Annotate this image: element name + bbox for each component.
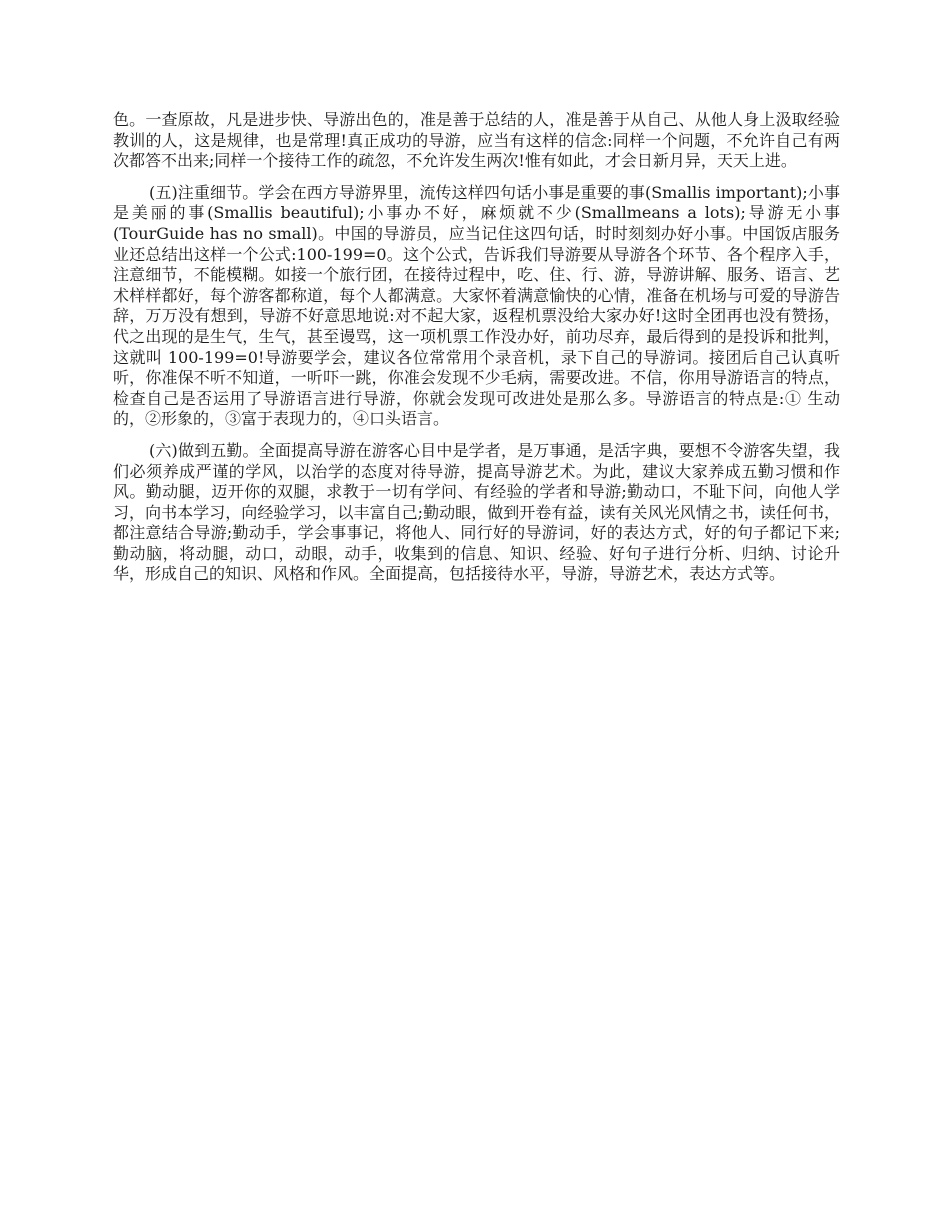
- document-body: [113, 110, 840, 596]
- paragraph-five-diligences: (六)做到五勤。全面提高导游在游客心目中是学者，是万事通，是活字典，要想不令游客失望，我们必须养成严谨的学风，以治学的态度对待导游，提高导游艺术。为此，建议大家养成五勤习惯和作风。勤动腿，迈开你的双腿，求教于一切有学问、有经验的学者和导游;勤动口，不耻下问，向他人学习，向书本学习，向经验学习，以丰富自己;勤动眼，做到开卷有益，读有关风光风情之书，读任何书，都注意结合导游;勤动手，学会事事记，将他人、同行好的导游词，好的表达方式，好的句子都记下来;勤动脑，将动腿，动口，动眼，动手，收集到的信息、知识、经验、好句子进行分析、归纳、讨论升华，形成自己的知识、风格和作风。全面提高，包括接待水平，导游，导游艺术，表达方式等。: [113, 440, 840, 584]
- paragraph-continuation: 色。一查原故，凡是进步快、导游出色的，准是善于总结的人，准是善于从自己、从他人身上汲取经验教训的人，这是规律，也是常理!真正成功的导游，应当有这样的信念:同样一个问题，不允许自己有两次都答不出来;同样一个接待工作的疏忽，不允许发生两次!惟有如此，才会日新月异，天天上进。: [113, 110, 840, 171]
- paragraph-attention-to-detail: (五)注重细节。学会在西方导游界里，流传这样四句话小事是重要的事(Smallis important);小事是美丽的事(Smallis beautiful);小事办不好，麻烦就不少(Smallmeans a lots);导游无小事(TourGuide has no small)。中国的导游员，应当记住这四句话，时时刻刻办好小事。中国饭店服务业还总结出这样一个公式:100-199=0。这个公式，告诉我们导游要从导游各个环节、各个程序入手，注意细节，不能模糊。如接一个旅行团，在接待过程中，吃、住、行、游，导游讲解、服务、语言、艺术样样都好，每个游客都称道，每个人都满意。大家怀着满意愉快的心情，准备在机场与可爱的导游告辞，万万没有想到，导游不好意思地说:对不起大家，返程机票没给大家办好!这时全团再也没有赞扬，代之出现的是生气，生气，甚至谩骂，这一项机票工作没办好，前功尽弃，最后得到的是投诉和批判，这就叫 100-199=0!导游要学会，建议各位常常用个录音机，录下自己的导游词。接团后自己认真听听，你准保不听不知道，一听吓一跳，你准会发现不少毛病，需要改进。不信，你用导游语言的特点，检查自己是否运用了导游语言进行导游，你就会发现可改进处是那么多。导游语言的特点是:① 生动的，②形象的，③富于表现力的，④口头语言。: [113, 182, 840, 429]
